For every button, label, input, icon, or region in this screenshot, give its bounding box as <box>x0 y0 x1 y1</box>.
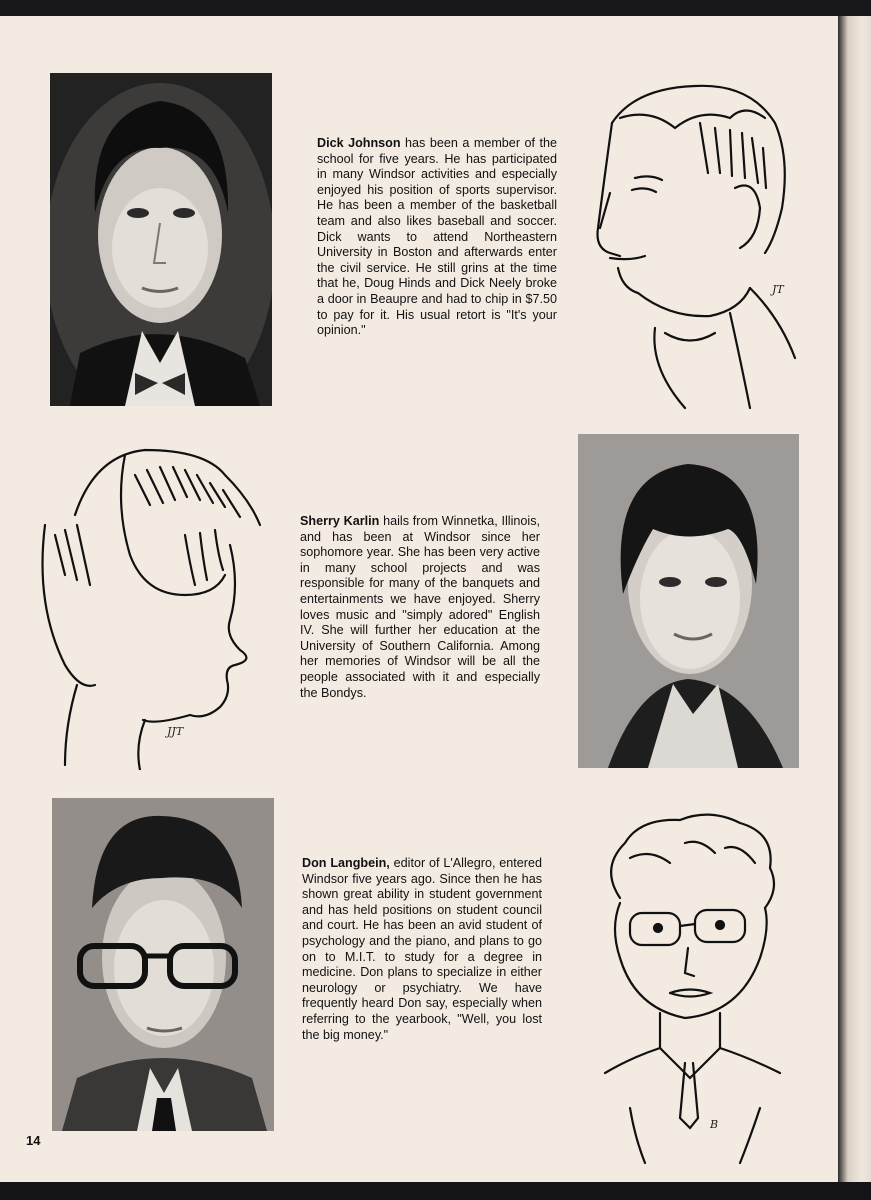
page-number: 14 <box>26 1133 41 1148</box>
caricature-initials-3: B <box>710 1118 719 1131</box>
caricature-initials-1: JT <box>772 283 784 296</box>
don-langbein-caricature <box>590 808 800 1168</box>
sherry-karlin-name: Sherry Karlin <box>300 514 380 528</box>
book-gutter <box>838 16 871 1182</box>
don-langbein-name: Don Langbein, <box>302 856 390 870</box>
dick-johnson-caricature <box>590 78 805 413</box>
sherry-karlin-photo <box>578 434 799 768</box>
scan-bottom-edge <box>0 1182 871 1200</box>
dick-johnson-bio <box>317 136 557 339</box>
caricature-initials-2: JJT <box>167 725 184 738</box>
sherry-karlin-caricature <box>35 445 265 770</box>
don-langbein-photo <box>52 798 274 1131</box>
don-langbein-bio <box>302 856 542 1043</box>
sherry-karlin-text: hails from Winnetka, Illinois, and has been at Windsor since her sophomore year. She has been very active in many school projects and was responsible for many of the banquets and entertainments we have enjoyed. Sherry loves music and "simply adored" English IV. She will further her education at the University of Southern California. Among her memories of Windsor will be all the people associated with it and especially the Bondys. <box>300 514 540 700</box>
dick-johnson-text: has been a member of the school for five years. He has participated in many Windsor activities and especially enjoyed his position of sports supervisor. He has been a member of the basketball team and also likes baseball and soccer. Dick wants to attend Northeastern University in Boston and afterwards enter the civil service. He still grins at the time that he, Doug Hinds and Dick Neely broke a door in Beaupre and had to chip in $7.50 to pay for it. His usual retort is "It's your opinion." <box>317 136 557 338</box>
scan-top-edge <box>0 0 871 16</box>
sherry-karlin-bio <box>300 514 540 701</box>
don-langbein-text: editor of L'Allegro, entered Windsor five years ago. Since then he has shown great ability in student government and has held positions on student council and court. He has been an avid student of psychology and the piano, and plans to go on to M.I.T. to study for a degree in medicine. Don plans to specialize in either neurology or psychiatry. We have frequently heard Don say, especially when referring to the yearbook, "Well, you lost the big money." <box>302 856 542 1042</box>
dick-johnson-photo <box>50 73 272 406</box>
dick-johnson-name: Dick Johnson <box>317 136 401 150</box>
